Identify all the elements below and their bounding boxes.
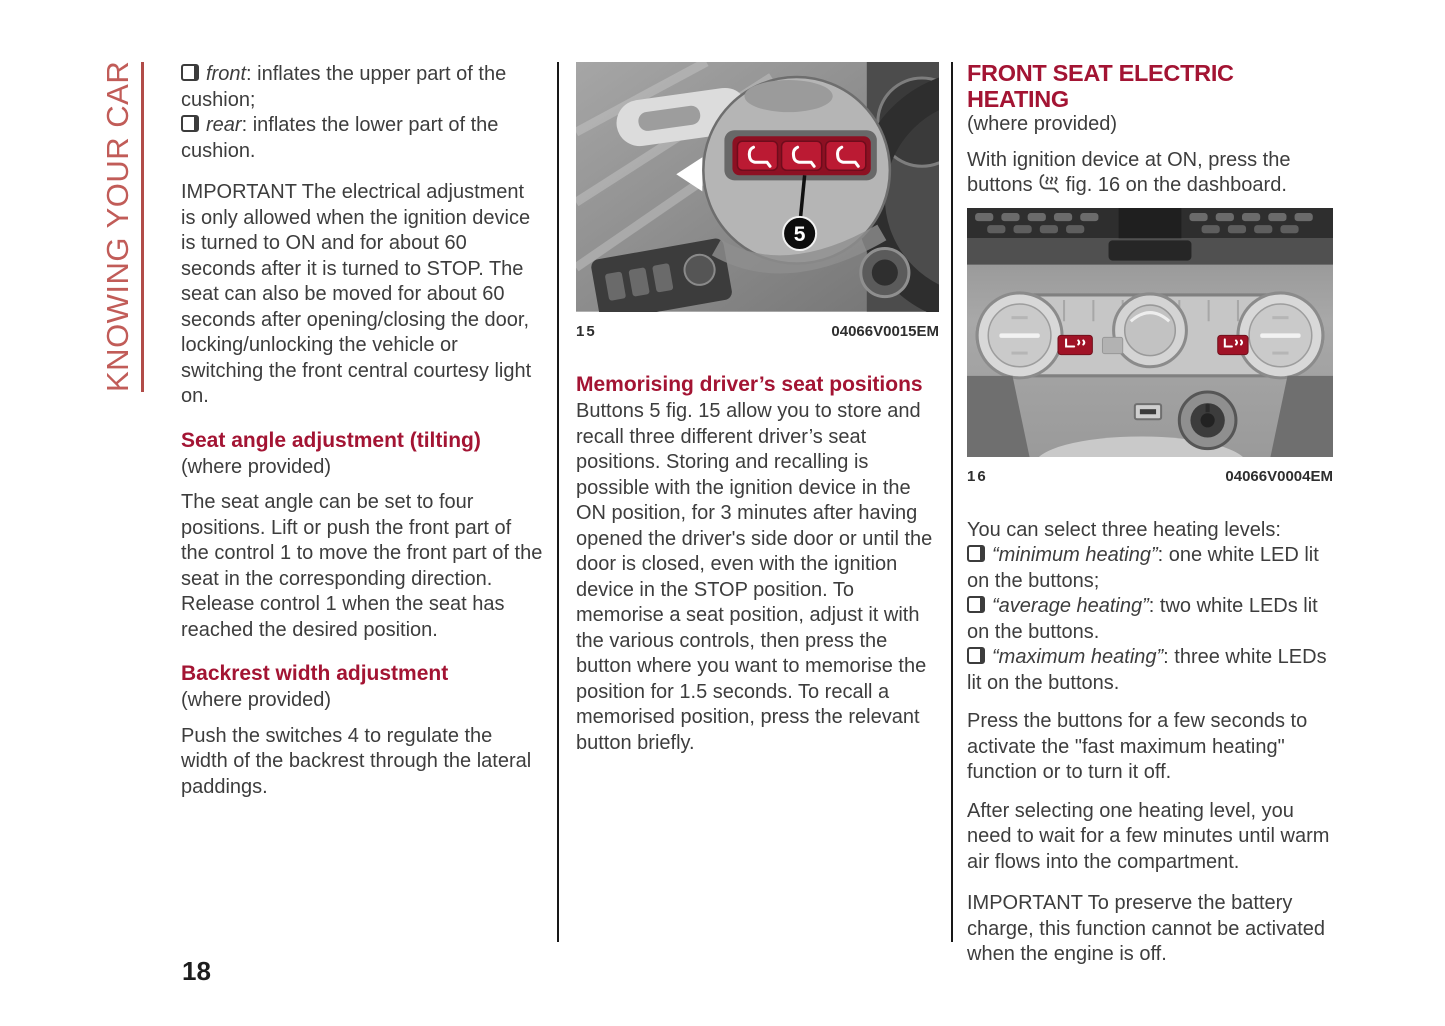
heated-seat-icon: [1039, 174, 1060, 193]
fig15-magnifier: [703, 77, 890, 264]
paragraph-memorising-seat: Buttons 5 fig. 15 allow you to store and recall three different driver’s seat positions. Storing and recalling is possible with the ignition device in the ON position, for 3 minutes after having opened the driver's side door or until the door is closed, even with the ignition device in the STOP position. To memorise a seat position, adjust it with the various controls, then press the button where you want to memorise the position for 1.5 seconds. To recall a memorised position, press the relevant button briefly.: [576, 400, 933, 754]
heating-intro-before: With ignition device at ON, press the buttons: [967, 148, 1291, 196]
chapter-sidebar-label: KNOWING YOUR CAR: [100, 60, 135, 392]
heating-intro-after: fig. 16 on the dashboard.: [1065, 174, 1287, 196]
fig16-heated-seat-button-left: [1058, 335, 1092, 354]
heading-backrest-width: Backrest width adjustment: [181, 662, 449, 685]
fig16-dashboard-vents: [967, 208, 1333, 265]
paragraph-fast-heating: Press the buttons for a few seconds to activate the "fast maximum heating" function or to turn it off.: [967, 710, 1308, 784]
figure-15-code: 04066V0015EM: [831, 322, 939, 340]
square-bullet-icon: [181, 64, 199, 81]
column-1: [181, 62, 544, 813]
bullet-maximum-text: : three white LEDs lit on the buttons.: [967, 646, 1327, 694]
bullet-average-text: : two white LEDs lit on the buttons.: [967, 595, 1318, 643]
figure-15-number: 15: [576, 322, 597, 340]
fig16-left-knob: [977, 292, 1062, 377]
fig15-memory-buttons: [732, 136, 870, 175]
paragraph-important-seat: IMPORTANT The electrical adjustment is only allowed when the ignition device is turned to ON and for about 60 seconds after it is turned to STOP. The seat can also be moved for about 60 seconds after opening/closing the door, locking/unlocking the vehicle or switching the front central courtesy light on.: [181, 181, 532, 407]
square-bullet-icon: [967, 647, 985, 664]
paragraph-backrest-width: Push the switches 4 to regulate the width of the backrest through the lateral paddings.: [181, 724, 532, 798]
figure-16: [967, 208, 1333, 490]
bullet-front-term: front: [206, 63, 247, 85]
chapter-sidebar-rule: [141, 62, 144, 392]
page-number: 18: [182, 956, 211, 986]
bullet-front-text: : inflates the upper part of the cushion;: [181, 63, 507, 111]
bullet-rear-text: : inflates the lower part of the cushion.: [181, 114, 499, 162]
figure-16-image: [967, 208, 1333, 458]
fig15-start-button-center: [872, 260, 898, 286]
subheading-where-provided-1: (where provided): [181, 455, 332, 478]
figure-15: [576, 62, 939, 344]
bullet-average-heating: [967, 594, 1333, 645]
subheading-where-provided-3: (where provided): [967, 113, 1118, 135]
paragraph-wait-minutes: After selecting one heating level, you need to wait for a few minutes until warm air flows into the compartment.: [967, 799, 1330, 873]
figure-16-number: 16: [967, 468, 988, 486]
heading-front-seat-heating: FRONT SEAT ELECTRIC HEATING: [967, 60, 1234, 112]
fig15-callout-number: 5: [793, 222, 806, 246]
paragraph-heating-intro: [967, 148, 1333, 199]
square-bullet-icon: [967, 596, 985, 613]
column-3: [967, 60, 1333, 981]
figure-16-code: 04066V0004EM: [1225, 468, 1333, 486]
column-divider-1: [557, 62, 559, 942]
paragraph-important-battery: IMPORTANT To preserve the battery charge, this function cannot be activated when the engine is off.: [967, 892, 1326, 966]
heading-seat-angle: Seat angle adjustment (tilting): [181, 428, 481, 452]
fig16-center-knob: [1114, 293, 1187, 366]
bullet-average-term: “average heating”: [992, 595, 1149, 618]
fig16-gray-button: [1102, 337, 1122, 353]
bullet-rear-term: rear: [206, 114, 242, 136]
heading-memorising-seat: Memorising driver’s seat positions: [576, 373, 923, 397]
column-divider-2: [951, 62, 953, 942]
subheading-where-provided-2: (where provided): [181, 689, 332, 711]
fig16-usb-port: [1135, 404, 1161, 419]
figure-16-caption: [967, 464, 1333, 490]
bullet-front: [181, 62, 544, 113]
bullet-maximum-heating: [967, 645, 1333, 696]
fig16-right-knob: [1238, 292, 1323, 377]
fig16-climate-panel: [977, 292, 1323, 377]
bullet-maximum-term: “maximum heating”: [992, 646, 1164, 669]
figure-15-image: [576, 62, 939, 312]
fig16-lighter-socket: [1179, 392, 1236, 449]
fig15-callout-5-badge: [783, 217, 816, 250]
figure-15-caption: [576, 319, 939, 345]
fig16-heated-seat-button-right: [1218, 335, 1248, 354]
square-bullet-icon: [967, 545, 985, 562]
bullet-minimum-term: “minimum heating”: [992, 544, 1158, 567]
paragraph-levels-intro: You can select three heating levels:: [967, 518, 1281, 541]
bullet-minimum-text: : one white LED lit on the buttons;: [967, 544, 1319, 592]
bullet-minimum-heating: [967, 543, 1333, 594]
paragraph-seat-angle: The seat angle can be set to four positions. Lift or push the front part of the control 1 to move the front part of the seat in the corresponding direction. Release control 1 when the seat has reached the desired position.: [181, 491, 543, 641]
column-2: [576, 62, 939, 769]
bullet-rear: [181, 113, 544, 164]
square-bullet-icon: [181, 115, 199, 132]
